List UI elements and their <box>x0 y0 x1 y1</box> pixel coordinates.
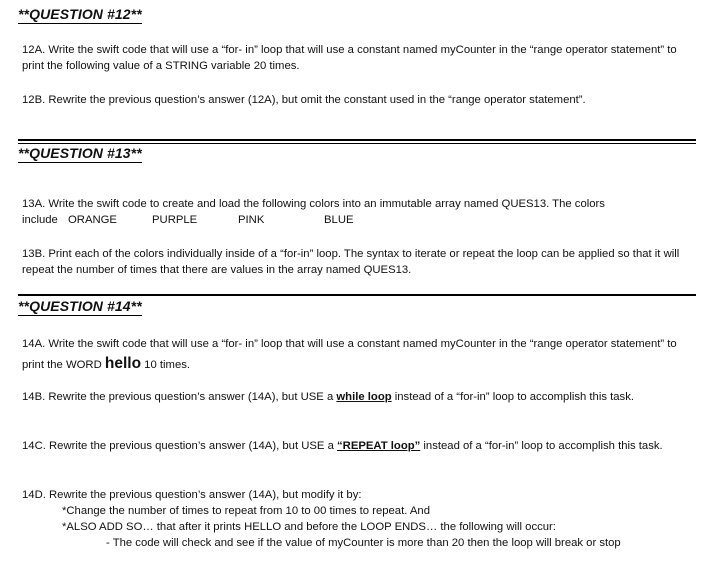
question-14d-item: *Change the number of times to repeat from 10 to 00 times to repeat. And <box>62 505 430 517</box>
question-13a-text <box>22 196 692 228</box>
while-loop-emphasis: while loop <box>336 391 392 403</box>
section-divider <box>18 139 696 141</box>
color-item: PURPLE <box>152 214 198 226</box>
question-14b-text: 14B. Rewrite the previous question’s answer (14A), but USE a while loop instead of a “for-in” loop to accomplish this task. <box>22 391 634 403</box>
section-divider <box>18 294 696 296</box>
question-14d-list <box>62 503 556 535</box>
question-13-heading: **QUESTION #13** <box>18 145 142 161</box>
question-14d-text: 14D. Rewrite the previous question’s answer (14A), but modify it by: <box>22 489 362 501</box>
section-divider-thin <box>18 143 696 144</box>
color-item: ORANGE <box>68 214 117 226</box>
question-14-heading: **QUESTION #14** <box>18 298 142 314</box>
color-list <box>22 212 692 228</box>
question-13b-text: 13B. Print each of the colors individually inside of a “for-in” loop. The syntax to iterate or repeat the loop can be applied so that it will repeat the number of times that there are values in the array named QUES13. <box>22 248 680 276</box>
question-12a-text: 12A. Write the swift code that will use a “for- in” loop that will use a constant named myCounter in the “range operator statement” to print the following value of a STRING variable 20 times. <box>22 44 677 72</box>
question-14d-item: *ALSO ADD SO… that after it prints HELLO and before the LOOP ENDS… the following will occur: <box>62 521 556 533</box>
colors-prefix: include <box>22 214 58 226</box>
question-14a-text: 14A. Write the swift code that will use a “for- in” loop that will use a constant named myCounter in the “range operator statement” to print the WORD hello 10 times. <box>22 338 677 372</box>
hello-word: hello <box>104 355 142 372</box>
question-13a-line1: 13A. Write the swift code to create and load the following colors into an immutable array named QUES13. The colors <box>22 198 605 210</box>
color-item: BLUE <box>324 214 354 226</box>
repeat-loop-emphasis: “REPEAT loop” <box>337 440 421 452</box>
color-item: PINK <box>238 214 265 226</box>
question-14c-text: 14C. Rewrite the previous question’s answer (14A), but USE a “REPEAT loop” instead of a “for-in” loop to accomplish this task. <box>22 440 663 452</box>
question-12b-text: 12B. Rewrite the previous question’s answer (12A), but omit the constant used in the “range operator statement”. <box>22 94 586 106</box>
question-14d-subitem: - The code will check and see if the value of myCounter is more than 20 then the loop will break or stop <box>106 537 621 549</box>
question-12-heading: **QUESTION #12** <box>18 6 142 22</box>
